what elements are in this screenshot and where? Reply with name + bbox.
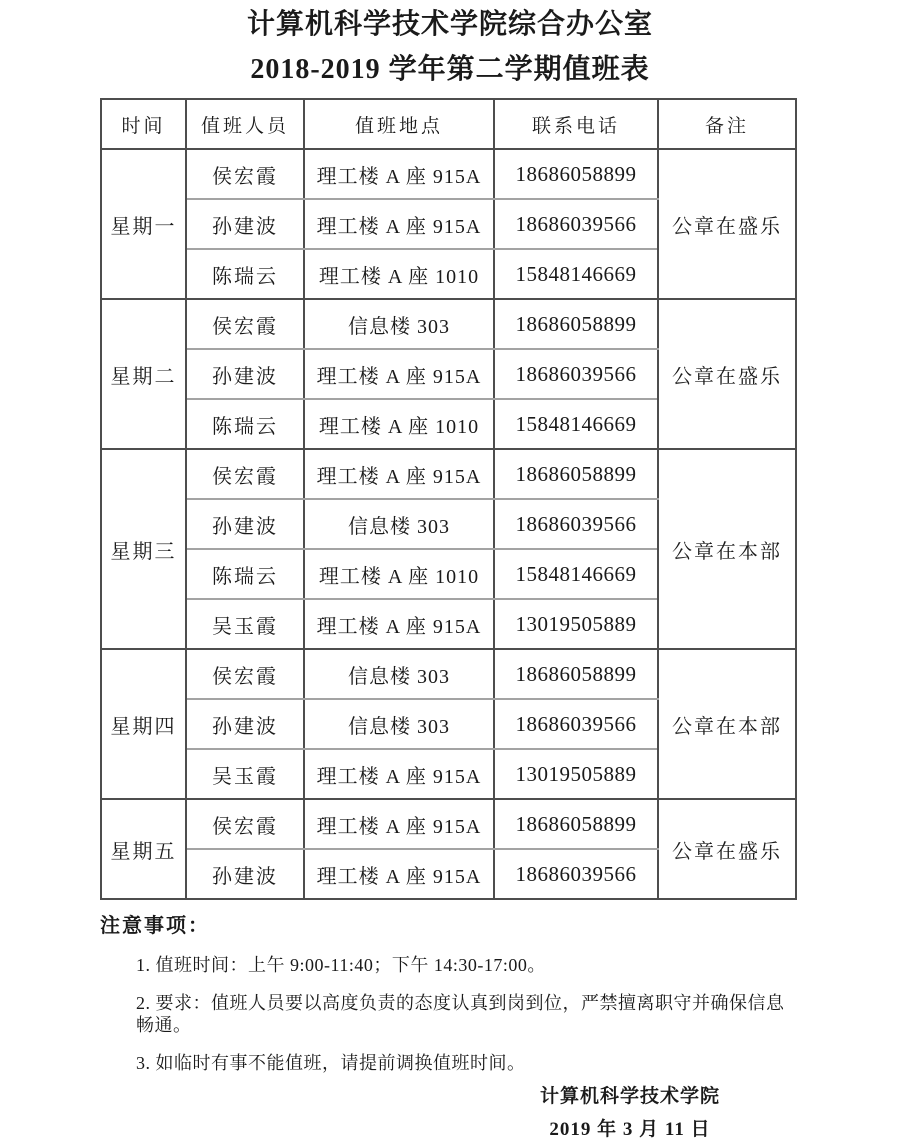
location-cell: 信息楼 303	[304, 649, 494, 699]
location-cell: 信息楼 303	[304, 699, 494, 749]
duty-table-body	[101, 149, 796, 899]
header-location: 值班地点	[304, 99, 494, 149]
day-cell: 星期一	[101, 149, 186, 299]
remark-cell: 公章在盛乐	[658, 149, 796, 299]
table-row	[101, 799, 796, 849]
name-cell: 孙建波	[186, 499, 304, 549]
phone-cell: 18686039566	[494, 499, 658, 549]
duty-roster-table	[100, 98, 797, 900]
location-cell: 理工楼 A 座 915A	[304, 799, 494, 849]
name-cell: 吴玉霞	[186, 599, 304, 649]
header-time: 时间	[101, 99, 186, 149]
phone-cell: 18686039566	[494, 699, 658, 749]
name-cell: 侯宏霞	[186, 149, 304, 199]
signature-date: 2019 年 3 月 11 日	[549, 1119, 711, 1140]
name-cell: 侯宏霞	[186, 299, 304, 349]
name-cell: 孙建波	[186, 349, 304, 399]
notes-heading: 注意事项：	[100, 915, 210, 937]
day-cell: 星期二	[101, 299, 186, 449]
location-cell: 理工楼 A 座 1010	[304, 399, 494, 449]
table-row	[101, 449, 796, 499]
remark-cell: 公章在盛乐	[658, 299, 796, 449]
location-cell: 信息楼 303	[304, 499, 494, 549]
notes-section	[100, 914, 800, 1074]
day-cell: 星期四	[101, 649, 186, 799]
location-cell: 理工楼 A 座 915A	[304, 449, 494, 499]
table-row	[101, 649, 796, 699]
table-row	[101, 149, 796, 199]
name-cell: 孙建波	[186, 199, 304, 249]
header-phone: 联系电话	[494, 99, 658, 149]
signature-block	[505, 1086, 755, 1140]
note-item-3: 3. 如临时有事不能值班，请提前调换值班时间。	[136, 1053, 526, 1073]
phone-cell: 18686039566	[494, 349, 658, 399]
phone-cell: 13019505889	[494, 749, 658, 799]
signature-org: 计算机科学技术学院	[539, 1086, 720, 1107]
location-cell: 信息楼 303	[304, 299, 494, 349]
phone-cell: 18686058899	[494, 149, 658, 199]
phone-cell: 18686058899	[494, 799, 658, 849]
location-cell: 理工楼 A 座 915A	[304, 149, 494, 199]
remark-cell: 公章在盛乐	[658, 799, 796, 899]
name-cell: 陈瑞云	[186, 399, 304, 449]
phone-cell: 15848146669	[494, 249, 658, 299]
name-cell: 侯宏霞	[186, 649, 304, 699]
phone-cell: 13019505889	[494, 599, 658, 649]
day-cell: 星期三	[101, 449, 186, 649]
page-subtitle: 2018-2019 学年第二学期值班表	[250, 54, 650, 85]
location-cell: 理工楼 A 座 915A	[304, 599, 494, 649]
header-remark: 备注	[658, 99, 796, 149]
phone-cell: 18686058899	[494, 299, 658, 349]
location-cell: 理工楼 A 座 915A	[304, 199, 494, 249]
location-cell: 理工楼 A 座 915A	[304, 849, 494, 899]
name-cell: 孙建波	[186, 699, 304, 749]
remark-cell: 公章在本部	[658, 649, 796, 799]
location-cell: 理工楼 A 座 915A	[304, 749, 494, 799]
location-cell: 理工楼 A 座 1010	[304, 549, 494, 599]
phone-cell: 15848146669	[494, 399, 658, 449]
page-title: 计算机科学技术学院综合办公室	[246, 9, 653, 40]
phone-cell: 18686058899	[494, 449, 658, 499]
name-cell: 吴玉霞	[186, 749, 304, 799]
phone-cell: 15848146669	[494, 549, 658, 599]
note-item-1: 1. 值班时间：上午 9:00-11:40；下午 14:30-17:00。	[136, 955, 546, 975]
name-cell: 侯宏霞	[186, 799, 304, 849]
table-header-row	[101, 99, 796, 149]
name-cell: 孙建波	[186, 849, 304, 899]
location-cell: 理工楼 A 座 1010	[304, 249, 494, 299]
phone-cell: 18686058899	[494, 649, 658, 699]
phone-cell: 18686039566	[494, 199, 658, 249]
header-personnel: 值班人员	[186, 99, 304, 149]
table-row	[101, 299, 796, 349]
name-cell: 侯宏霞	[186, 449, 304, 499]
phone-cell: 18686039566	[494, 849, 658, 899]
location-cell: 理工楼 A 座 915A	[304, 349, 494, 399]
name-cell: 陈瑞云	[186, 549, 304, 599]
remark-cell: 公章在本部	[658, 449, 796, 649]
day-cell: 星期五	[101, 799, 186, 899]
name-cell: 陈瑞云	[186, 249, 304, 299]
note-item-2: 2. 要求：值班人员要以高度负责的态度认真到岗到位，严禁擅离职守并确保信息畅通。	[136, 993, 785, 1035]
